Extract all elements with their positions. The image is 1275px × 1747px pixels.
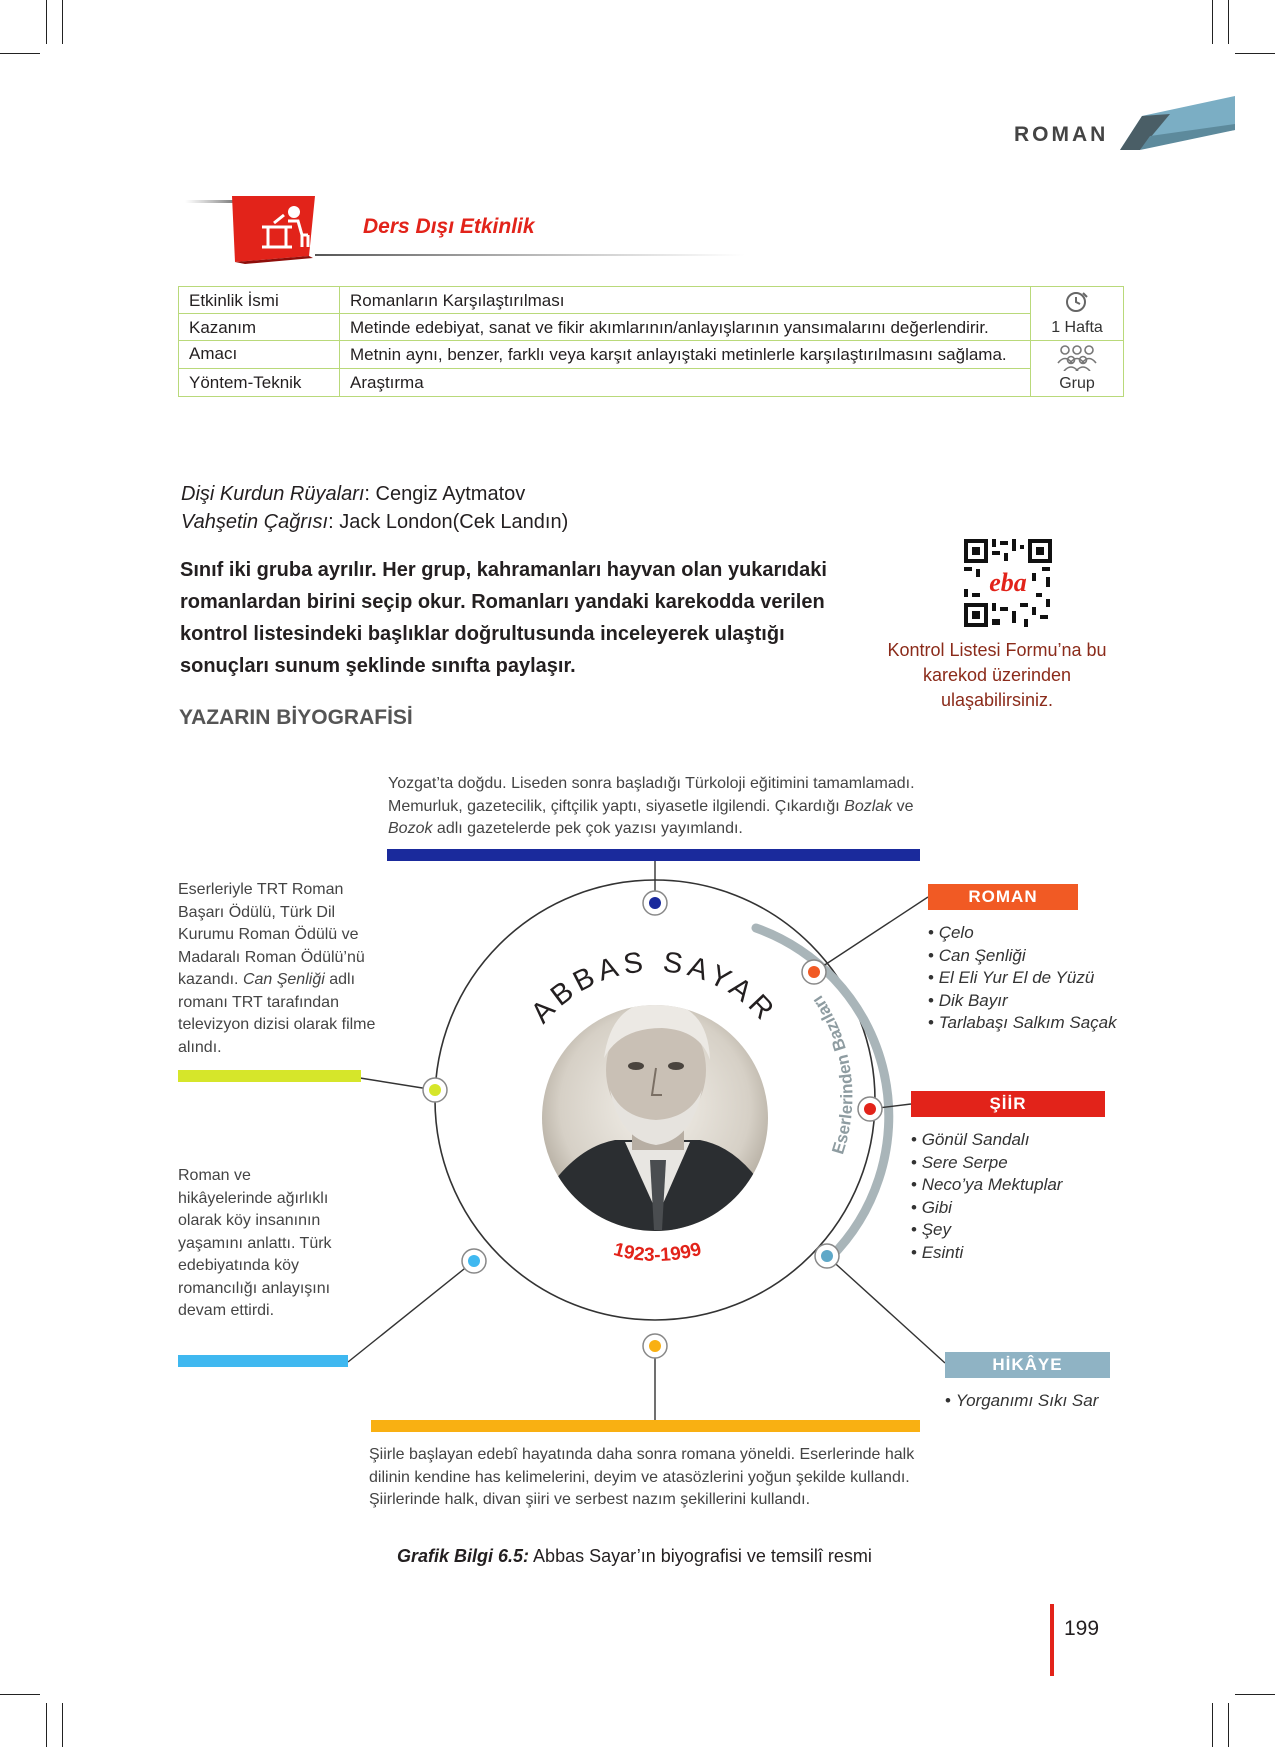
newspaper-name: Bozlak <box>844 797 893 815</box>
list-item: • Tarlabaşı Salkım Saçak <box>928 1012 1117 1035</box>
bio-awards-text <box>178 879 378 1059</box>
works-label: Eserlerinden Bazıları <box>807 992 857 1157</box>
list-item: • Dik Bayır <box>928 990 1117 1013</box>
novel-author: : Jack London(Cek Landın) <box>328 511 569 533</box>
list-item: • Esinti <box>911 1242 1062 1265</box>
novel-title: Vahşetin Çağrısı <box>181 511 329 533</box>
newspaper-name: Bozok <box>388 820 433 837</box>
node-siir <box>858 1097 882 1121</box>
roman-list <box>928 922 1117 1035</box>
list-item: • Yorganımı Sıkı Sar <box>945 1390 1098 1413</box>
bio-style-text: Şiirle başlayan edebî hayatında daha sonra romana yöneldi. Eserlerinde halk dilinin kendine has kelimelerini, deyim ve atasözlerini yoğun şekilde kullandı. Şiirlerinde halk, divan şiiri ve serbest nazım şekillerini kullandı. <box>369 1446 915 1508</box>
bio-top-text <box>388 773 948 841</box>
top-bar <box>387 849 920 861</box>
caption-label: Grafik Bilgi 6.5: <box>397 1546 530 1566</box>
left-top-bar <box>178 1070 361 1082</box>
author-years: 1923-1999 <box>611 1238 704 1267</box>
row-value: Metnin aynı, benzer, farklı veya karşıt anlayıştaki metinlerle karşılaştırılmasını sağlama. <box>340 341 1031 369</box>
list-item: • Gönül Sandalı <box>911 1129 1062 1152</box>
figure-caption <box>397 1546 872 1567</box>
section-title: ROMAN <box>1014 123 1109 146</box>
list-item: • Sere Serpe <box>911 1152 1062 1175</box>
roman-tag: ROMAN <box>928 884 1078 910</box>
row-key: Yöntem-Teknik <box>179 369 340 397</box>
row-key: Kazanım <box>179 314 340 341</box>
instruction-text: Sınıf iki gruba ayrılır. Her grup, kahramanları hayvan olan yukarıdaki romanlardan birini seçip okur. Romanları yandaki karekodda verilen kontrol listesindeki başlıklar doğrultusunda inceleyerek ulaştığı sonuçları sunum şeklinde sınıfta paylaşır. <box>180 559 827 677</box>
bio-themes-text: Roman ve hikâyelerinde ağırlıklı olarak köy insanının yaşamını anlattı. Türk edebiyatında köy romancılığı anlayışını devam ettirdi. <box>178 1167 332 1319</box>
eba-logo: eba <box>989 568 1027 597</box>
caption-text: Abbas Sayar’ın biyografisi ve temsilî resmi <box>529 1546 872 1566</box>
text-part: adlı gazetelerde pek çok yazısı yayımlandı. <box>432 820 743 837</box>
row-value: Romanların Karşılaştırılması <box>340 287 1031 314</box>
novel-author: : Cengiz Aytmatov <box>364 483 526 505</box>
node-bottom <box>643 1334 667 1358</box>
page-number: 199 <box>1064 1617 1100 1640</box>
qr-caption: Kontrol Listesi Formu’na bu karekod üzerinden ulaşabilirsiniz. <box>887 640 1107 710</box>
siir-list <box>911 1129 1062 1265</box>
text-part: ve <box>892 797 914 815</box>
list-item: • Gibi <box>911 1197 1062 1220</box>
hikaye-tag: HİKÂYE <box>945 1352 1110 1378</box>
siir-tag: ŞİİR <box>911 1091 1105 1117</box>
row-value: Araştırma <box>340 369 1031 397</box>
node-top <box>643 891 667 915</box>
left-bottom-bar <box>178 1355 348 1367</box>
activity-title: Ders Dışı Etkinlik <box>363 215 535 238</box>
author-name: ABBAS SAYAR <box>524 946 783 1030</box>
text-part: Eserleriyle TRT Roman Başarı Ödülü, Türk Dil Kurumu Roman Ödülü ve Madaralı Roman Ödülü’nü kazandı. <box>178 881 365 988</box>
hikaye-list <box>945 1390 1098 1413</box>
row-value: Metinde edebiyat, sanat ve fikir akımlarının/anlayışlarının yansımalarını değerlendirir. <box>340 314 1031 341</box>
page-number-bar <box>1050 1604 1054 1676</box>
biography-title: YAZARIN BİYOGRAFİSİ <box>179 706 413 729</box>
list-item: • El Eli Yur El de Yüzü <box>928 967 1117 990</box>
text-part: Yozgat’ta doğdu. Liseden sonra başladığı Türkoloji eğitimini tamamlamadı. Memurluk, gazetecilik, çiftçilik yaptı, siyasetle ilgilendi. Çıkardığı <box>388 775 915 815</box>
row-key: Etkinlik İsmi <box>179 287 340 314</box>
node-hikaye <box>815 1244 839 1268</box>
text-part: adlı romanı TRT tarafından televizyon dizisi olarak filme alındı. <box>178 971 376 1056</box>
portrait <box>520 1002 790 1240</box>
list-item: • Şey <box>911 1219 1062 1242</box>
bottom-bar <box>371 1420 920 1432</box>
node-left-top <box>423 1078 447 1102</box>
node-roman <box>802 960 826 984</box>
novel-title: Dişi Kurdun Rüyaları <box>181 483 365 505</box>
list-item: • Can Şenliği <box>928 945 1117 968</box>
group-label: Grup <box>1059 375 1095 392</box>
list-item: • Çelo <box>928 922 1117 945</box>
node-left-bottom <box>462 1249 486 1273</box>
row-key: Amacı <box>179 341 340 369</box>
list-item: • Neco’ya Mektuplar <box>911 1174 1062 1197</box>
duration-label: 1 Hafta <box>1051 319 1103 336</box>
novel-name: Can Şenliği <box>242 971 325 988</box>
